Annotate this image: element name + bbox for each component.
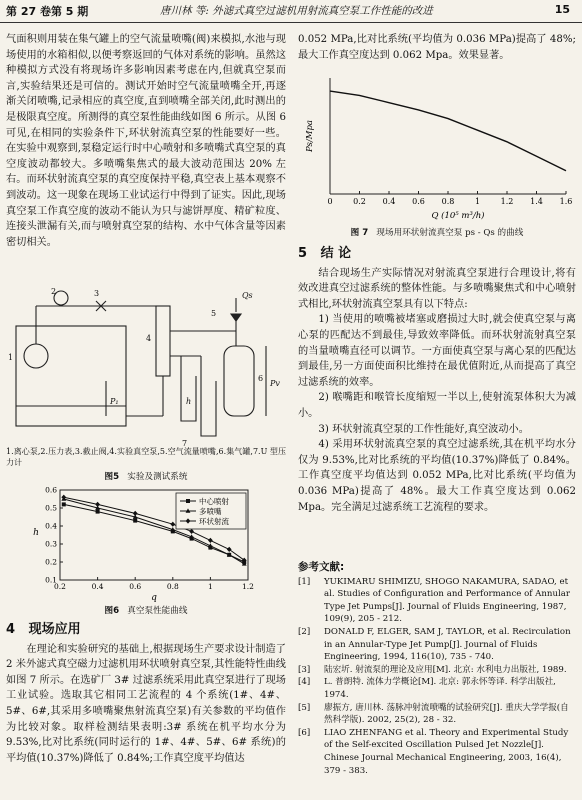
conclusion-item-4: 4) 采用环状射流真空泵的真空过滤系统,其在机平均水分仅为 9.53%,比对比系统的平均值(10.37%)降低了 0.84%。工作真空度平均值达到 0.052 MPa,比对比系统(平均值为 0.036 MPa)提高了 48%。最大工作真空度达到 0.062 Mpa。完全满足过滤系统工艺流程的要求。 <box>298 439 576 513</box>
figure-7-number: 图 7 <box>350 228 369 238</box>
reference-number: [5] <box>298 702 311 713</box>
y-tick-label: 0.1 <box>45 575 57 585</box>
label-3: 3 <box>94 289 100 298</box>
paragraph-results: 0.052 MPa,比对比系统(平均值为 0.036 MPa)提高了 48%;最大工作真空度达到 0.062 Mpa。效果显著。 <box>298 34 576 61</box>
label-4: 4 <box>146 334 152 343</box>
section-5-title: 结 论 <box>320 246 352 261</box>
label-p1: P₁ <box>110 397 119 406</box>
left-column <box>6 32 286 250</box>
y-tick-label: 0.5 <box>45 503 57 513</box>
reference-number: [2] <box>298 626 311 637</box>
y-tick-label: 0.3 <box>45 539 57 549</box>
y-axis-label: Ps/Mpa <box>305 120 315 152</box>
x-tick-label: 0.4 <box>382 197 396 206</box>
x-tick-label: 1 <box>474 197 481 206</box>
section-4 <box>6 622 286 766</box>
x-tick-label: 1 <box>208 582 213 591</box>
x-axis-label: q <box>151 593 157 602</box>
figure-7-caption <box>298 226 576 242</box>
x-tick-label: 0.2 <box>54 582 66 591</box>
label-7: 7 <box>182 439 188 448</box>
references-title: 参考文献: <box>298 561 345 573</box>
figure-7-chart <box>300 74 575 224</box>
data-point <box>95 502 100 507</box>
reference-text: L. 普朗特. 流体力学概论[M]. 北京: 郭永怀等译. 科学出版社, 1974. <box>324 677 556 700</box>
reference-text: 陆宏圻. 射流泵的理论及应用[M]. 北京: 水利电力出版社, 1989. <box>324 664 567 675</box>
data-point <box>170 522 175 527</box>
x-tick-label: 1.6 <box>559 197 573 206</box>
label-1: 1 <box>8 353 14 362</box>
data-point <box>133 519 137 523</box>
figure-5-title: 实验及测试系统 <box>127 472 188 482</box>
legend-marker <box>186 499 190 503</box>
x-tick-label: 0.8 <box>441 197 455 206</box>
section-5-number: 5 <box>298 246 308 261</box>
x-tick-label: 0.6 <box>129 582 142 591</box>
label-h: h <box>186 397 192 406</box>
reference-text: YUKIMARU SHIMIZU, SHOGO NAKAMURA, SADAO, et al. Studies of Configuration and Performance of Annular Type Jet Pumps[J]. Journal of Fluids Engineering, 1987, 109(9), 205 - 212. <box>324 576 570 625</box>
reference-number: [4] <box>298 677 311 688</box>
gas-tank <box>224 346 254 416</box>
conclusion-item-2: 2) 喉嘴距和喉管长度缩短一半以上,使射流泵体积大为减小。 <box>298 392 576 419</box>
legend-label: 环状射流 <box>199 517 229 526</box>
running-title: 唐川林 等: 外滤式真空过滤机用射流真空泵工作性能的改进 <box>160 5 433 17</box>
x-tick-label: 1.4 <box>530 197 543 206</box>
conclusion-item-3: 3) 环状射流真空泵的工作性能好,真空波动小。 <box>318 423 529 435</box>
figure-6-title: 真空泵性能曲线 <box>127 606 188 616</box>
y-axis-label: h <box>33 528 39 538</box>
page-header <box>0 0 582 23</box>
data-point <box>189 529 194 534</box>
figure-5-schematic <box>6 286 286 466</box>
figure-7-title: 现场用环状射流真空泵 ps - Qs 的曲线 <box>376 228 524 238</box>
u-manometer-a <box>181 366 196 421</box>
conclusion-item-1: 1) 当使用的喷嘴被堵塞或磨损过大时,就会使真空泵与离心泵的匹配达不到最佳,导致效率降低。而环状射流射真空泵的当量喷嘴直径可以调节。一方面使真空泵与离心泵的匹配达到最佳,另一方面使面积比维持在最优值附近,从而提高了真空过滤系统的效率。 <box>298 314 576 388</box>
reference-text: DONALD F, ELGER, SAM J, TAYLOR, et al. Recirculation in an Annular-Type Jet Pump[J]. Journal of Fluids Engineering, 1994, 116(10), 735 - 740. <box>324 626 571 663</box>
label-2: 2 <box>51 287 57 296</box>
reference-item <box>298 664 576 677</box>
label-qs: Qs <box>242 291 253 300</box>
x-tick-label: 1.2 <box>242 582 254 591</box>
reference-item <box>298 576 576 626</box>
x-tick-label: 0.8 <box>166 582 179 591</box>
paragraph-conclusion-intro: 结合现场生产实际情况对射流真空泵进行合理设计,将有效改进真空过滤系统的整体性能。与多喷嘴聚焦式和中心喷射式相比,环状射流真空泵具有以下特点: <box>298 267 576 310</box>
section-4-heading <box>6 622 286 638</box>
right-column-top <box>298 32 576 63</box>
y-tick-label: 0.6 <box>45 485 57 495</box>
reference-item <box>298 626 576 664</box>
reference-number: [1] <box>298 576 311 587</box>
figure-6-number: 图6 <box>104 606 120 616</box>
x-tick-label: 0.4 <box>91 582 104 591</box>
y-tick-label: 0.2 <box>45 557 57 567</box>
u-manometer-b <box>201 366 216 436</box>
series-line <box>330 91 566 171</box>
label-6: 6 <box>258 374 264 383</box>
label-5: 5 <box>211 309 217 318</box>
vacuum-pump <box>156 306 170 376</box>
x-tick-label: 1.2 <box>500 197 514 206</box>
data-point <box>96 510 100 514</box>
reference-list <box>298 576 576 778</box>
paragraph-experiment: 气面积则用装在集气罐上的空气流量喷嘴(阀)来模拟,水池与现场使用的水箱相似,以便考察返回的气体对系统的影响。虽然这种模拟方式没有将现场许多影响因素考虑在内,但就真空泵而言,实验结果还是可信的。测试开始时空气流量喷嘴全开,再逐渐关闭喷嘴,记录相应的真空度,直到喷嘴全部关闭,此时测出的是极限真空度。所测得的真空泵性能曲线如图 6 所示。从图 6 可见,在相同的实验条件下,环状射流真空泵的性能要好一些。在实验中观察到,泵稳定运行时中心喷射和多喷嘴式真空泵的真空度波动都较大。多喷嘴集焦式的最大波动范围达 20% 左右。而环状射流真空泵的真空度保持平稳,真空表上基本观察不到波动。这一现象在现场工业试运行中得到了证实。因此,现场真空泵工作真空度的波动不能认为只与滤饼厚度、精矿粒度、连接头泄漏有关,而与喷射真空泵的结构、水中气体含量等因素密切相关。 <box>6 34 286 248</box>
paragraph-field-application: 在理论和实验研究的基础上,根据现场生产要求设计制造了 2 米外滤式真空磁力过滤机用环状喷射真空泵,其性能特性曲线如图 7 所示。在选矿厂 3# 过滤系统采用此真空泵进行了现场工业试验。选取其它相同工艺流程的 4 个系统(1#、4#、5#、6#,其采用多喷嘴聚焦射流真空泵)有关参数的平均值作为比较对象。取样检测结果表明:3# 系统在机平均水分为 9.53%,比对比系统(同时运行的 1#、4#、5#、6# 系统)的平均值(10.37%)降低了 0.84%;工作真空度平均值达 <box>6 643 286 764</box>
reference-item <box>298 727 576 777</box>
data-point <box>208 538 213 543</box>
reference-text: LIAO ZHENFANG et al. Theory and Experimental Study of the Self-excited Oscillation Pulsed Jet Nozzle[J]. Chinese Journal Mechanical Engineering, 2003, 16(4), 379 - 383. <box>324 727 569 776</box>
reference-number: [6] <box>298 727 311 738</box>
figure-5-legend: 1.离心泵,2.压力表,3.截止阀,4.实验真空泵,5.空气流量喷嘴,6.集气罐,7.U 型压力计 <box>6 447 286 467</box>
x-tick-label: 0.6 <box>412 197 425 206</box>
main-tank <box>16 326 126 426</box>
page-number: 15 <box>554 3 570 16</box>
reference-item <box>298 676 576 701</box>
references <box>298 560 576 777</box>
x-tick-label: 0 <box>327 197 333 206</box>
legend-label: 中心喷射 <box>199 497 229 506</box>
section-5-heading <box>298 246 576 262</box>
section-4-title: 现场应用 <box>28 622 81 637</box>
data-point <box>133 511 138 516</box>
pump-symbol <box>24 344 48 368</box>
reference-item <box>298 702 576 727</box>
figure-5-number: 图5 <box>104 472 120 482</box>
label-pv: Pv <box>270 379 280 388</box>
pressure-gauge-symbol <box>54 291 68 305</box>
data-point <box>62 502 66 506</box>
x-tick-label: 0.2 <box>353 197 366 206</box>
y-tick-label: 0.4 <box>45 521 57 531</box>
section-4-number: 4 <box>6 622 16 637</box>
journal-volume: 第 27 卷第 5 期 <box>6 5 89 18</box>
figure-6-chart <box>26 484 256 602</box>
figure-6-caption <box>6 604 286 620</box>
reference-number: [3] <box>298 664 311 675</box>
reference-text: 廖振方, 唐川林. 荡脉冲射流喷嘴的试验研究[J]. 重庆大学学报(自然科学版). 2002, 25(2), 28 - 32. <box>324 702 569 726</box>
section-5 <box>298 246 576 515</box>
legend-label: 多喷嘴 <box>199 507 222 516</box>
x-axis-label: Q (10⁵ m³/h) <box>431 211 485 221</box>
